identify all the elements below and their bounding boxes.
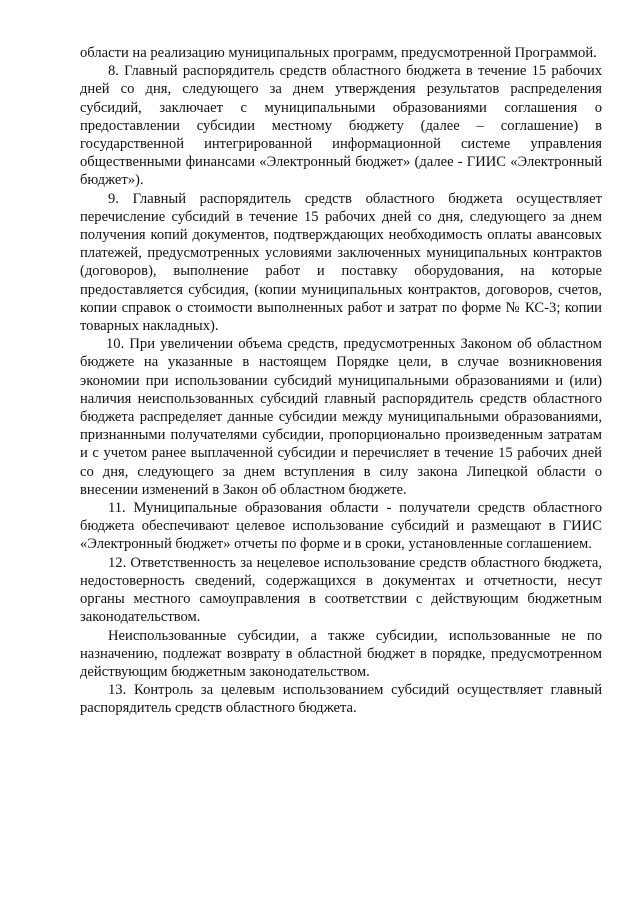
paragraph-item-10: 10. При увеличении объема средств, предусмотренных Законом об областном бюджете на указанные в настоящем Порядке цели, в случае возникновения экономии при использовании субсидий муниципальными образованиями и (или) наличия неиспользованных субсидий главный распорядитель средств областного бюджета распределяет данные субсидии между муниципальными образованиями, признанными получателями субсидии, пропорционально произведенным затратам и с учетом ранее выплаченной субсидии и перечисляет в течение 15 рабочих дней со дня, следующего за днем вступления в силу закона Липецкой области о внесении изменений в Закон об областном бюджете.: [80, 336, 602, 498]
paragraph-item-8: 8. Главный распорядитель средств областного бюджета в течение 15 рабочих дней со дня, следующего за днем утверждения результатов распределения субсидий, заключает с муниципальными образованиями соглашения о предоставлении субсидии местному бюджету (далее – соглашение) в государственной интегрированной информационной системе управления общественными финансами «Электронный бюджет» (далее - ГИИС «Электронный бюджет»).: [80, 63, 602, 189]
paragraph-item-11: 11. Муниципальные образования области - получатели средств областного бюджета обеспечивают целевое использование субсидий и размещают в ГИИС «Электронный бюджет» отчеты по форме и в сроки, установленные соглашением.: [80, 500, 602, 553]
paragraph-item-13: 13. Контроль за целевым использованием субсидий осуществляет главный распорядитель средств областного бюджета.: [80, 682, 602, 717]
paragraph-item-12: 12. Ответственность за нецелевое использование средств областного бюджета, недостоверность сведений, содержащихся в документах и отчетности, несут органы местного самоуправления в соответствии с действующим бюджетным законодательством.: [80, 554, 602, 626]
paragraph-unused-subsidies: Неиспользованные субсидии, а также субсидии, использованные не по назначению, подлежат возврату в областной бюджет в порядке, предусмотренном действующим бюджетным законодательством.: [80, 627, 602, 680]
paragraph-item-9: 9. Главный распорядитель средств областного бюджета осуществляет перечисление субсидий в течение 15 рабочих дней со дня, следующего за днем получения копий документов, подтверждающих необходимость оплаты авансовых платежей, предусмотренных условиями заключенных муниципальных контрактов (договоров), выполнение работ и поставку оборудования, на которые предоставляется субсидия, (копии муниципальных контрактов, договоров, счетов, копии справок о стоимости выполненных работ и затрат по форме № КС-3; копии товарных накладных).: [80, 190, 602, 335]
paragraph-continuation: области на реализацию муниципальных программ, предусмотренной Программой.: [80, 45, 597, 61]
document-page: [80, 44, 602, 718]
